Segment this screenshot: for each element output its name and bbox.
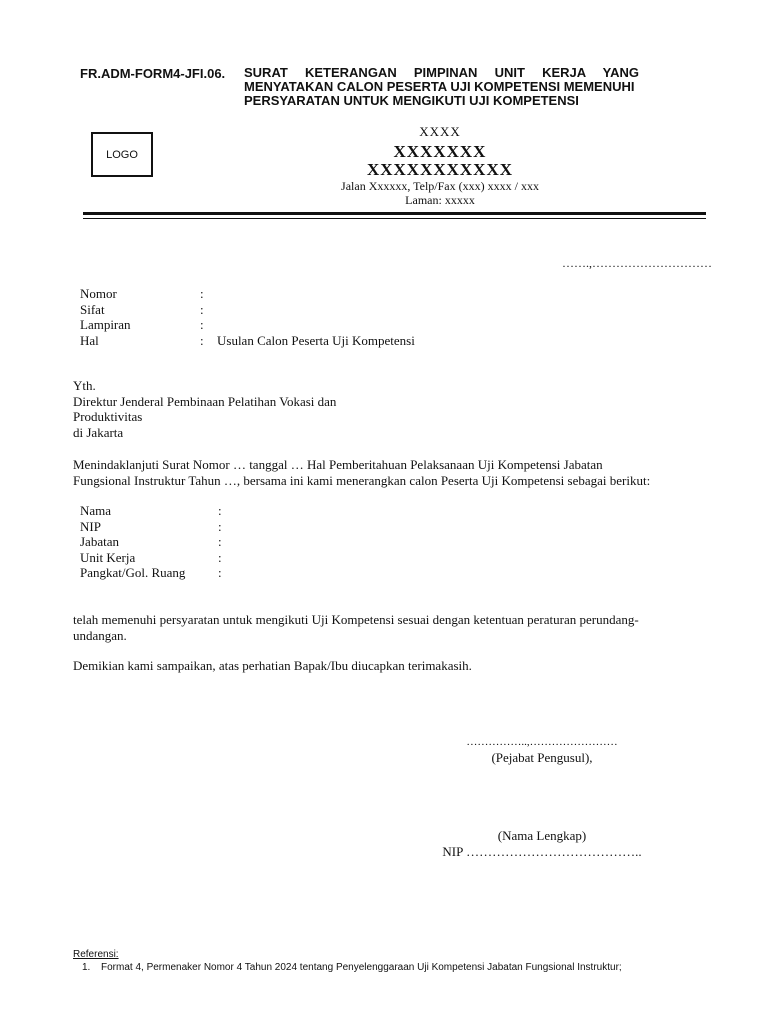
field-row-unit-kerja — [80, 550, 222, 566]
intro-line-1: Menindaklanjuti Surat Nomor … tanggal … Hal Pemberitahuan Pelaksanaan Uji Kompetensi Jabatan — [73, 457, 603, 472]
letter-meta — [80, 286, 415, 348]
references-title: Referensi: — [73, 949, 119, 960]
reference-item — [82, 962, 622, 973]
form-code: FR.ADM-FORM4-JFI.06. — [80, 66, 226, 81]
form-title — [244, 66, 639, 108]
meta-label: Nomor — [80, 286, 117, 301]
logo-placeholder: LOGO — [91, 132, 153, 177]
fulfillment-paragraph — [73, 612, 713, 643]
letterhead-line-1: XXXX — [419, 124, 461, 139]
field-label: Nama — [80, 503, 112, 518]
recipient-line-1: Direktur Jenderal Pembinaan Pelatihan Vokasi dan — [73, 393, 337, 409]
reference-text: Format 4, Permenaker Nomor 4 Tahun 2024 tentang Penyelenggaraan Uji Kompetensi Jabatan Fungsional Instruktur; — [101, 962, 622, 973]
fulfillment-line-2: undangan. — [73, 627, 127, 643]
letterhead-divider-thin — [83, 218, 706, 219]
meta-colon: : — [200, 286, 204, 301]
signature-name: (Nama Lengkap) — [497, 828, 587, 843]
recipient-line-3: di Jakarta — [73, 424, 124, 440]
signature-place-date: ……………..,…………………… — [466, 736, 618, 748]
meta-label: Lampiran — [80, 317, 131, 332]
meta-row-nomor — [80, 286, 415, 302]
form-title-line-3: PERSYARATAN UNTUK MENGIKUTI UJI KOMPETENSI — [244, 93, 579, 108]
recipient-block — [73, 378, 336, 440]
candidate-fields — [80, 503, 222, 581]
meta-row-hal — [80, 333, 415, 349]
intro-paragraph — [73, 457, 713, 488]
field-row-nama — [80, 503, 222, 519]
field-label: Jabatan — [80, 534, 119, 549]
meta-row-sifat — [80, 302, 415, 318]
form-title-line-1: SURAT KETERANGAN PIMPINAN UNIT KERJA YANG — [244, 65, 639, 80]
field-label: NIP — [80, 518, 101, 534]
letterhead-address: Jalan Xxxxxx, Telp/Fax (xxx) xxxx / xxx — [341, 179, 539, 193]
intro-line-2: Fungsional Instruktur Tahun …, bersama ini kami menerangkan calon Peserta Uji Kompetensi sebagai berikut: — [73, 472, 651, 488]
field-row-nip — [80, 519, 222, 535]
field-label: Unit Kerja — [80, 549, 136, 565]
field-row-jabatan — [80, 534, 222, 550]
recipient-salutation: Yth. — [73, 378, 96, 393]
signature-nip: NIP ………………………………….. — [442, 844, 642, 859]
letterhead-website: Laman: xxxxx — [405, 193, 475, 207]
field-colon: : — [218, 518, 222, 534]
field-colon: : — [218, 503, 222, 518]
reference-number: 1. — [82, 962, 91, 973]
recipient-line-2: Produktivitas — [73, 409, 143, 424]
fulfillment-line-1: telah memenuhi persyaratan untuk mengikuti Uji Kompetensi sesuai dengan ketentuan peraturan perundang- — [73, 612, 639, 627]
field-colon: : — [218, 565, 222, 580]
letterhead-line-2: XXXXXXX — [393, 142, 487, 161]
meta-colon: : — [200, 317, 204, 332]
meta-row-lampiran — [80, 317, 415, 333]
field-row-pangkat — [80, 565, 222, 581]
letterhead-line-3: XXXXXXXXXXX — [366, 160, 514, 179]
letterhead-divider-thick — [83, 212, 706, 215]
closing-paragraph: Demikian kami sampaikan, atas perhatian Bapak/Ibu diucapkan terimakasih. — [73, 658, 472, 673]
meta-label: Hal — [80, 332, 99, 348]
meta-colon: : — [200, 332, 204, 348]
signature-role: (Pejabat Pengusul), — [491, 750, 593, 765]
meta-value: Usulan Calon Peserta Uji Kompetensi — [217, 332, 415, 348]
meta-colon: : — [200, 301, 204, 317]
place-date: …….,………………………… — [562, 256, 712, 270]
field-colon: : — [218, 534, 222, 549]
form-title-line-2: MENYATAKAN CALON PESERTA UJI KOMPETENSI MEMENUHI — [244, 79, 635, 94]
field-colon: : — [218, 549, 222, 565]
meta-label: Sifat — [80, 301, 105, 317]
field-label: Pangkat/Gol. Ruang — [80, 565, 186, 580]
